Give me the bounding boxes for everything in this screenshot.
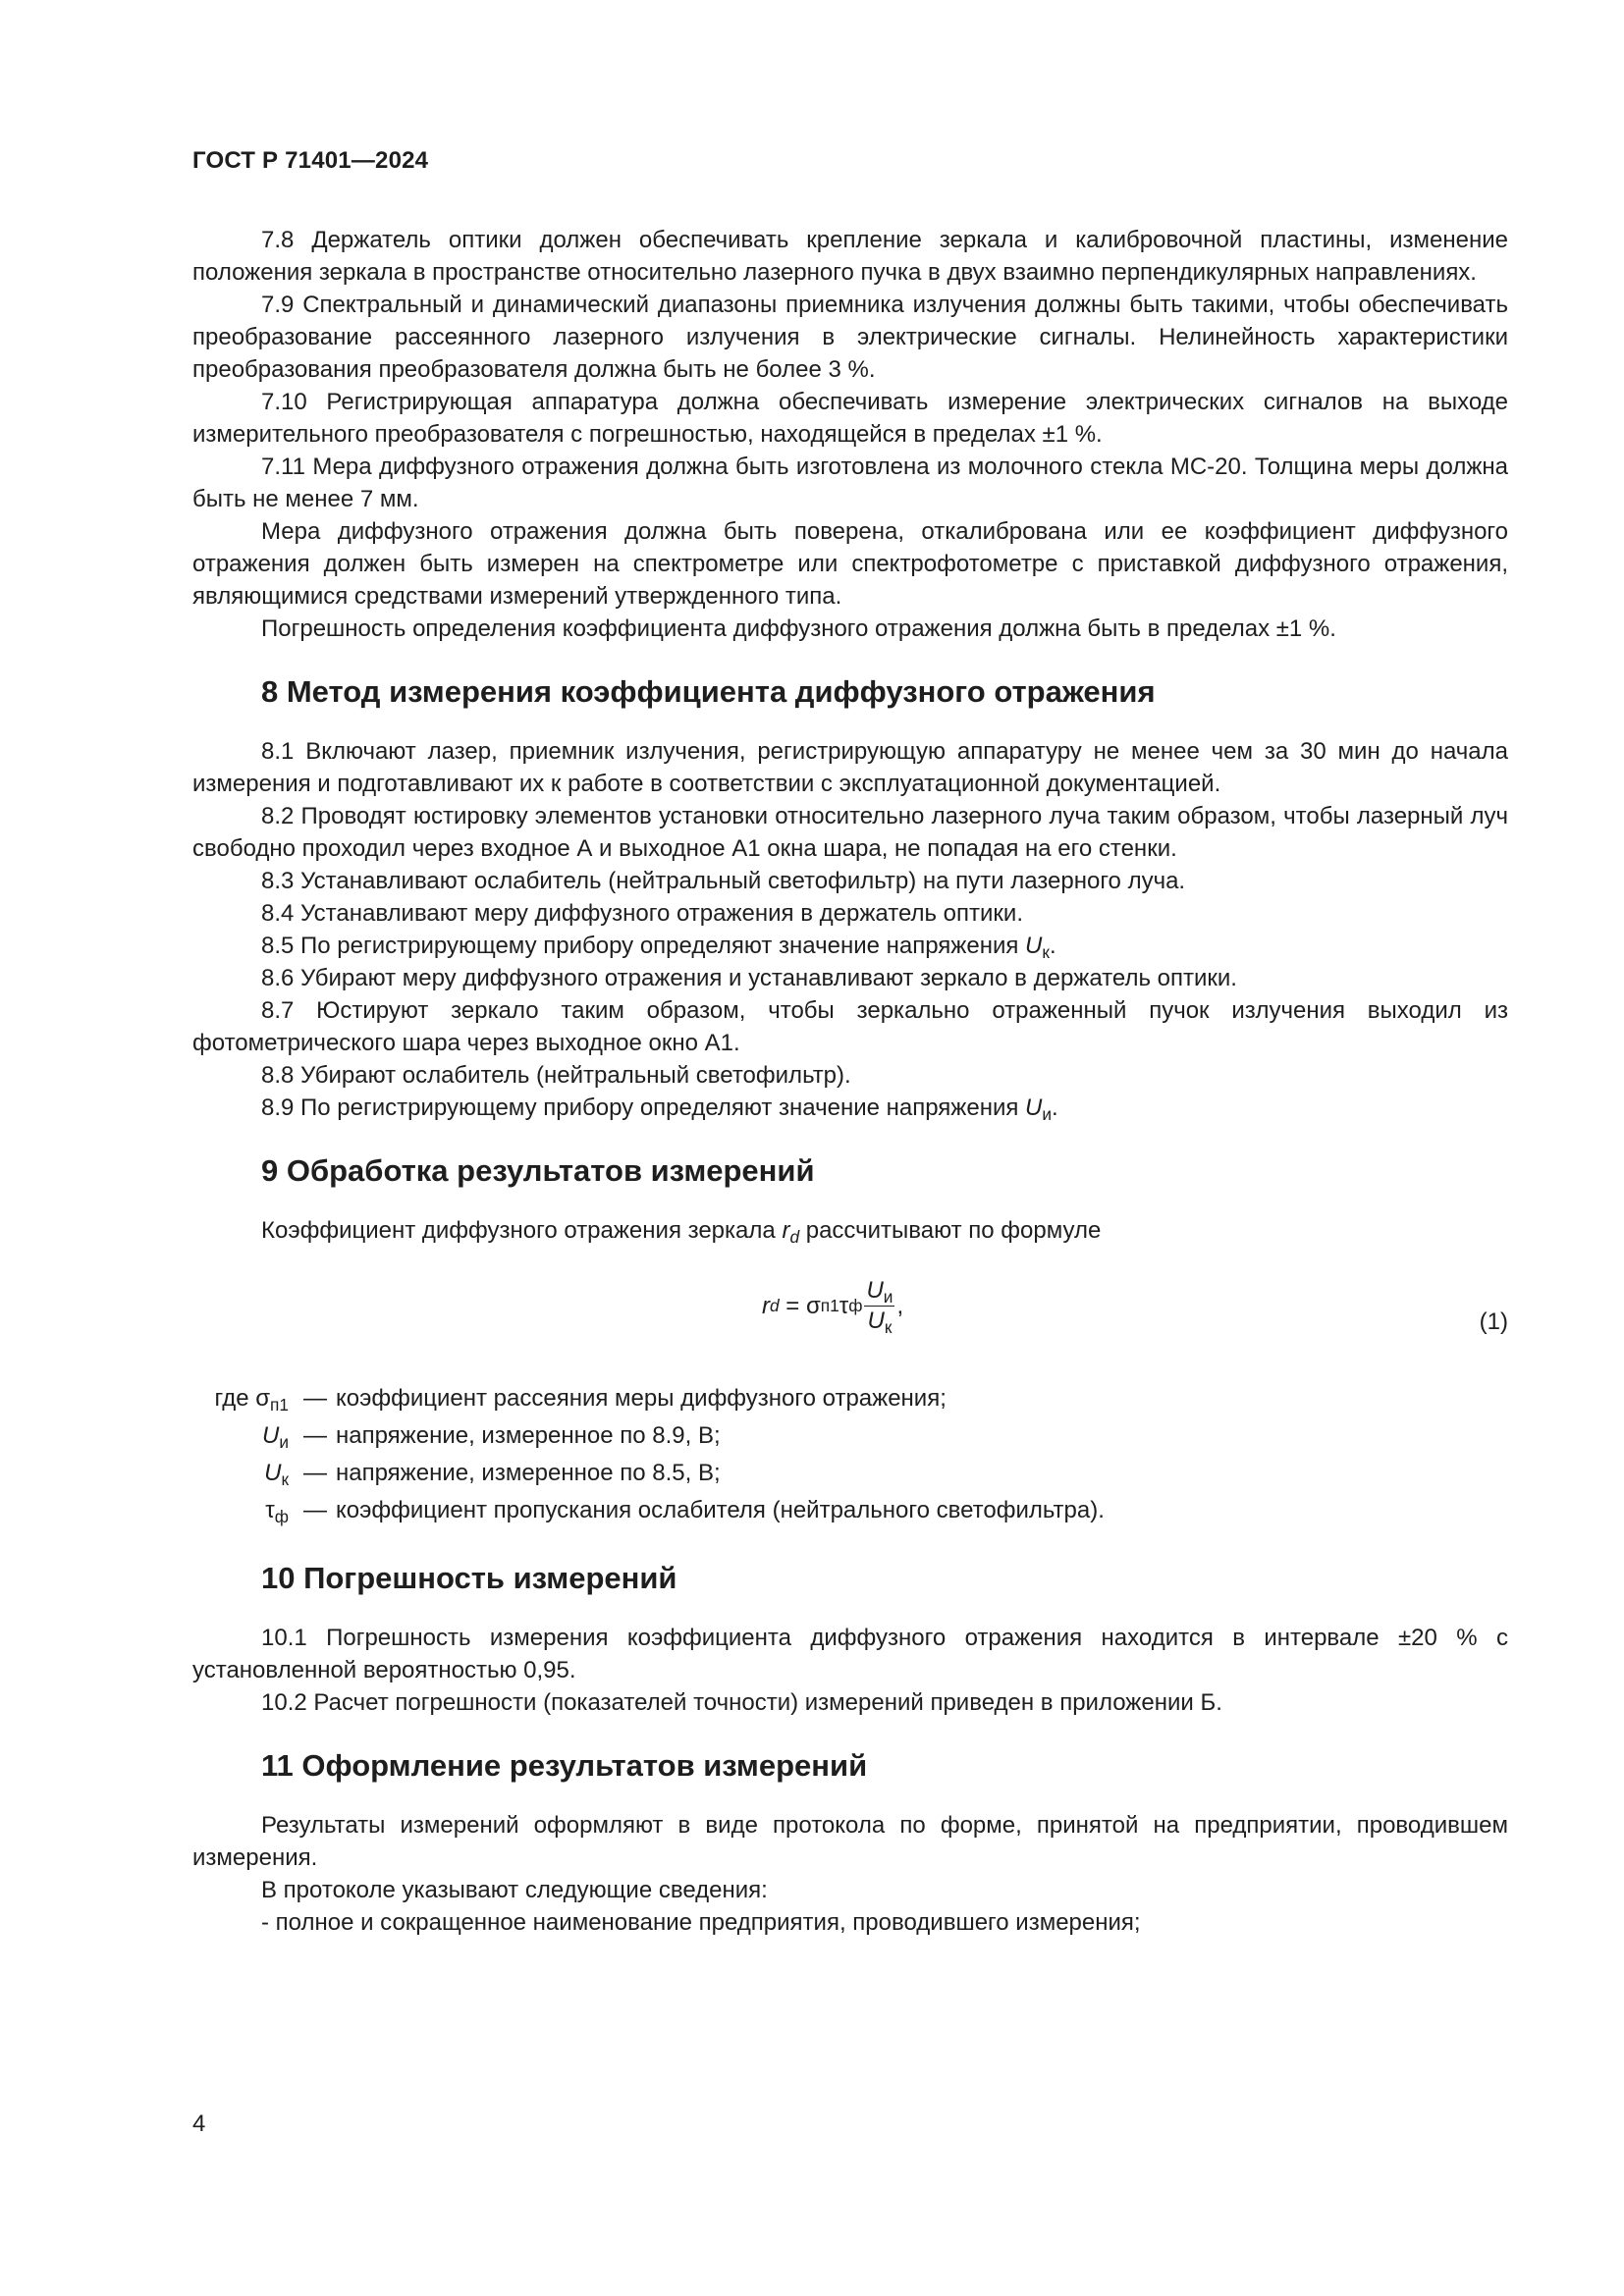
item-8-6: 8.6 Убирают меру диффузного отражения и устанавливают зеркало в держатель оптики. [261, 965, 1237, 991]
paragraph-7-8: 7.8 Держатель оптики должен обеспечивать крепление зеркала и калибровочной пластины, изменение положения зеркала в пространстве относительно лазерного пучка в двух взаимно перпендикулярных направлениях. [192, 227, 1508, 286]
section-9-title: 9 Обработка результатов измерений [261, 1153, 815, 1188]
legend-row: $\tau_ф$ — коэффициент пропускания ослабителя (нейтрального светофильтра). [265, 1497, 1105, 1526]
item-8-4: 8.4 Устанавливают меру диффузного отражения в держатель оптики. [261, 900, 1023, 927]
list-item: - полное и сокращенное наименование предприятия, проводившего измерения; [261, 1909, 1141, 1936]
paragraph-protocol: Результаты измерений оформляют в виде протокола по форме, принятой на предприятии, проводившем измерения. [192, 1812, 1508, 1871]
legend-row: $U_и$ — напряжение, измеренное по 8.9, В; [262, 1422, 721, 1452]
paragraph-7-11: 7.11 Мера диффузного отражения должна быть изготовлена из молочного стекла МС-20. Толщина меры должна быть не менее 7 мм. [192, 454, 1508, 512]
formula-intro: Коэффициент диффузного отражения зеркала $r_d$ рассчитывают по формуле [261, 1217, 1102, 1247]
legend-row: $U_к$ — напряжение, измеренное по 8.5, В; [264, 1460, 721, 1489]
item-8-2: 8.2 Проводят юстировку элементов установки относительно лазерного луча таким образом, чтобы лазерный луч свободно проходил через входное А и выходное А1 окна шара, не попадая на его стенки. [192, 803, 1508, 862]
formula-fraction: $\frac{U_и}{U_к}$ [866, 1276, 893, 1337]
page-content [192, 224, 1508, 1939]
formula-1: r d = σ п1 τ ф $\frac{U_и}{U_к}$ , [762, 1276, 904, 1337]
legend-row: где $\sigma_{п1}$ — коэффициент рассеяния меры диффузного отражения; [214, 1385, 947, 1415]
formula-number: (1) [1479, 1308, 1508, 1335]
item-8-3: 8.3 Устанавливают ослабитель (нейтральный светофильтр) на пути лазерного луча. [261, 868, 1186, 894]
paragraph-protocol-info: В протоколе указывают следующие сведения: [261, 1877, 768, 1903]
symbol-u: U [1025, 1095, 1043, 1121]
section-10-title: 10 Погрешность измерений [261, 1561, 677, 1595]
formula-block [192, 1266, 1508, 1357]
item-8-5: 8.5 По регистрирующему прибору определяют значение напряжения $U_к$. [261, 933, 1056, 962]
page-number: 4 [192, 2110, 206, 2137]
item-8-8: 8.8 Убирают ослабитель (нейтральный светофильтр). [261, 1062, 851, 1089]
item-8-9: 8.9 По регистрирующему прибору определяют значение напряжения $U_и$. [261, 1095, 1058, 1124]
section-8-title: 8 Метод измерения коэффициента диффузного отражения [261, 674, 1156, 709]
formula-legend [192, 1382, 1508, 1531]
item-8-7: 8.7 Юстируют зеркало таким образом, чтобы зеркально отраженный пучок излучения выходил из фотометрического шара через выходное окно А1. [192, 997, 1508, 1056]
symbol-u: U [1025, 933, 1043, 959]
item-8-1: 8.1 Включают лазер, приемник излучения, регистрирующую аппаратуру не менее чем за 30 мин до начала измерения и подготавливают их к работе в соответствии с эксплуатационной документацией. [192, 738, 1508, 797]
item-10-1: 10.1 Погрешность измерения коэффициента диффузного отражения находится в интервале ±20 % с установленной вероятностью 0,95. [192, 1625, 1508, 1683]
section-11-title: 11 Оформление результатов измерений [261, 1748, 868, 1783]
item-10-2: 10.2 Расчет погрешности (показателей точности) измерений приведен в приложении Б. [261, 1689, 1222, 1716]
paragraph-measure-verification: Мера диффузного отражения должна быть поверена, откалибрована или ее коэффициент диффузного отражения должен быть измерен на спектрометре или спектрофотометре с приставкой диффузного отражения, являющимися средствами измерений утвержденного типа. [192, 518, 1508, 610]
paragraph-measure-error: Погрешность определения коэффициента диффузного отражения должна быть в пределах ±1 %. [261, 615, 1336, 642]
paragraph-7-10: 7.10 Регистрирующая аппаратура должна обеспечивать измерение электрических сигналов на выходе измерительного преобразователя с погрешностью, находящейся в пределах ±1 %. [192, 389, 1508, 448]
document-id: ГОСТ Р 71401—2024 [192, 147, 429, 174]
paragraph-7-9: 7.9 Спектральный и динамический диапазоны приемника излучения должны быть такими, чтобы обеспечивать преобразование рассеянного лазерного излучения в электрические сигналы. Нелинейность характеристики преобразования преобразователя должна быть не более 3 %. [192, 292, 1508, 383]
